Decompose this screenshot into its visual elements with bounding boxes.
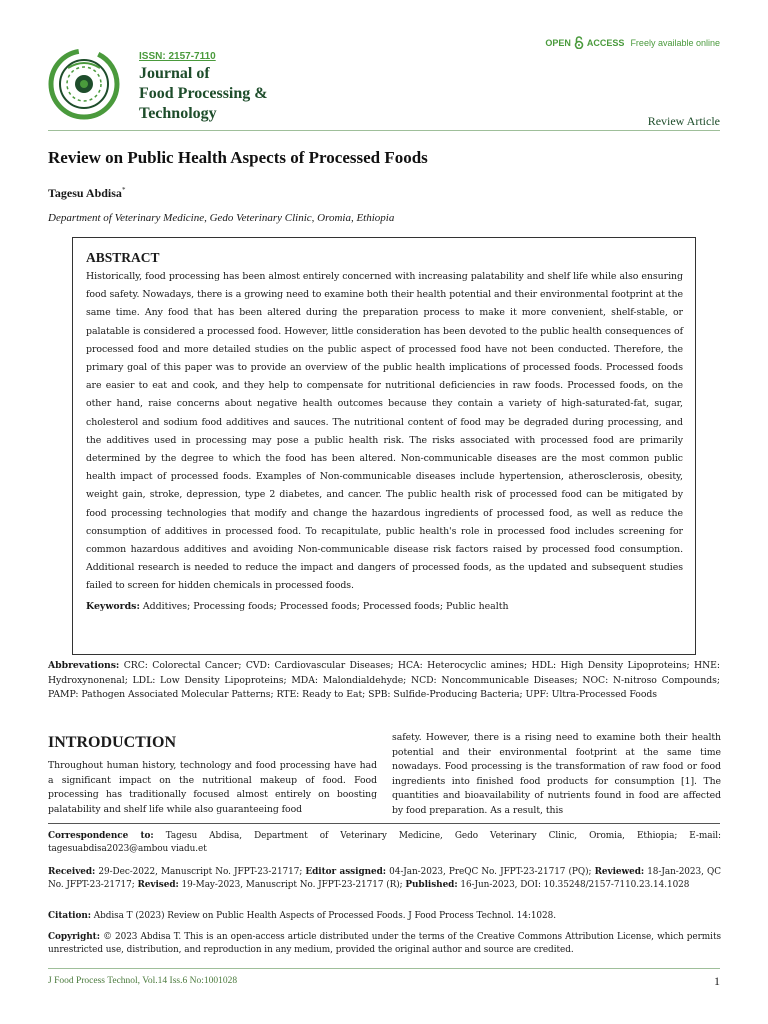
author-name [48, 186, 125, 201]
author-affiliation: Department of Veterinary Medicine, Gedo Veterinary Clinic, Oromia, Ethiopia [48, 212, 395, 224]
copyright [48, 931, 721, 958]
revised-text: 19-May-2023, Manuscript No. JFPT-23-21717 (R); [181, 880, 403, 891]
header-divider [48, 130, 720, 131]
open-access-badge [545, 36, 720, 49]
copyright-text: © 2023 Abdisa T. This is an open-access article distributed under the terms of the Creative Commons Attribution License, which permits unrestricted use, distribution, and reproduction in any medium, provided the original author and source are credited. [48, 932, 721, 956]
author-text: Tagesu Abdisa [48, 186, 122, 200]
citation-text: Abdisa T (2023) Review on Public Health Aspects of Processed Foods. J Food Process Technol. 14:1028. [93, 911, 556, 921]
abbreviations-text: CRC: Colorectal Cancer; CVD: Cardiovascular Diseases; HCA: Heterocyclic amines; HDL: High Density Lipoproteins; HNE: Hydroxynonenal; LDL: Low Density Lipoproteins; MDA: Malondialdehyde; NCD: Noncommunicable Diseases; NOC: N-nitroso Compounds; PAMP: Pathogen Associated Molecular Patterns; RTE: Ready to Eat; SPB: Sulfide-Producing Bacteria; UPF: Ultra-Processed Foods [48, 660, 720, 700]
page-number: 1 [714, 974, 720, 988]
published-label: Published: [405, 880, 458, 891]
article-history [48, 866, 721, 893]
correspondence-text: Tagesu Abdisa, Department of Veterinary Medicine, Gedo Veterinary Clinic, Oromia, Ethiopia; E-mail: tagesuabdisa2023@ambou viadu.et [48, 831, 721, 855]
keywords-text: Additives; Processing foods; Processed foods; Processed foods; Public health [142, 600, 509, 612]
abbreviations [48, 659, 720, 703]
keywords-label: Keywords: [86, 600, 140, 612]
revised-label: Revised: [137, 880, 179, 891]
received-text: 29-Dec-2022, Manuscript No. JFPT-23-21717; [98, 867, 303, 877]
reviewed-text: 18-Jan-2023, QC No. JFPT-23-21717; [48, 867, 721, 891]
reviewed-label: Reviewed: [594, 867, 645, 877]
introduction-left-column: Throughout human history, technology and food processing have had a significant impact on the nutritional makeup of food. Food processing has traditionally focused almost entirely on boosting palatability and shelf life while also guaranteeing food [48, 760, 377, 815]
abbreviations-label: Abbrevations: [48, 660, 120, 671]
open-lock-icon [574, 36, 584, 49]
footer-citation: J Food Process Technol, Vol.14 Iss.6 No:1001028 [48, 976, 238, 986]
meta-divider [48, 823, 720, 824]
published-text: 16-Jun-2023, DOI: 10.35248/2157-7110.23.14.1028 [460, 880, 690, 891]
article-title: Review on Public Health Aspects of Processed Foods [48, 148, 428, 167]
abstract-heading: ABSTRACT [86, 250, 160, 265]
correspondence-label: Correspondence to: [48, 831, 154, 841]
journal-name-line: Journal of [139, 65, 210, 82]
journal-name-line: Technology [139, 105, 217, 122]
editor-text: 04-Jan-2023, PreQC No. JFPT-23-21717 (PQ); [389, 867, 592, 877]
access-label: ACCESS [586, 37, 625, 48]
introduction-heading: INTRODUCTION [48, 734, 177, 751]
issn-label: ISSN: 2157-7110 [139, 51, 216, 62]
keywords [86, 598, 683, 616]
received-label: Received: [48, 867, 96, 877]
article-type: Review Article [647, 114, 720, 128]
journal-name [139, 64, 268, 124]
introduction-right-column: safety. However, there is a rising need to examine both their health potential and their environmental footprint at the same time nowadays. Food processing is the transformation of raw food or food ingredients into finished food products for consumption [1]. The quantities and bioavailability of nutrients found in food are affected by food preparation. As a result, this [392, 732, 721, 816]
author-mark: * [121, 186, 126, 194]
abstract-box [72, 237, 696, 655]
citation [48, 910, 721, 923]
copyright-label: Copyright: [48, 932, 100, 942]
journal-logo [48, 48, 120, 120]
open-label: OPEN [545, 37, 571, 48]
abstract-text: Historically, food processing has been almost entirely concerned with increasing palatability and shelf life while also ensuring food safety. Nowadays, there is a growing need to examine both their health potential and their environmental footprint at the same time. Any food that has been altered during the preparation process to make it more convenient, shelf-stable, or palatable is considered a processed food. However, little consideration has been devoted to the public health consequences of processed food and more detailed studies on the public aspect of processed food have not been conducted. Therefore, the primary goal of this paper was to provide an overview of the public health implications of processed foods. Processed foods are easier to eat and cook, and they help to compensate for nutritional deficiencies in raw foods. Processed foods, on the other hand, raise concerns about negative health outcomes because they contain a variety of high-saturated-fat, sugar, cholesterol and sodium food additives and sauces. The nutritional content of food may be degraded during processing, and the additives used in processing may pose a public health risk. The risks associated with processed food are primarily determined by the degree to which the food has been altered. Non-communicable diseases are the most common public health impact of processed foods. Examples of Non-communicable diseases include hypertension, atherosclerosis, obesity, weight gain, stroke, depression, type 2 diabetes, and cancer. The public health risk of processed food can be mitigated by food processing technologies that modify and change the hazardous ingredients of processed food, as well as reduce the consumption of additives in processed food. To recapitulate, public health's role in processed food includes screening for common hazardous additives and avoiding Non-communicable disease risk factors raised by processed food consumption. Additional research is needed to reduce the impact and dangers of processed foods, as the updated and subsequent studies failed to screen for hidden chemicals in processed foods. [86, 271, 683, 592]
footer-divider [48, 968, 720, 969]
editor-label: Editor assigned: [305, 867, 386, 877]
journal-name-line: Food Processing & [139, 85, 268, 102]
correspondence [48, 830, 721, 857]
free-available-label: Freely available online [630, 37, 720, 48]
citation-label: Citation: [48, 911, 91, 921]
